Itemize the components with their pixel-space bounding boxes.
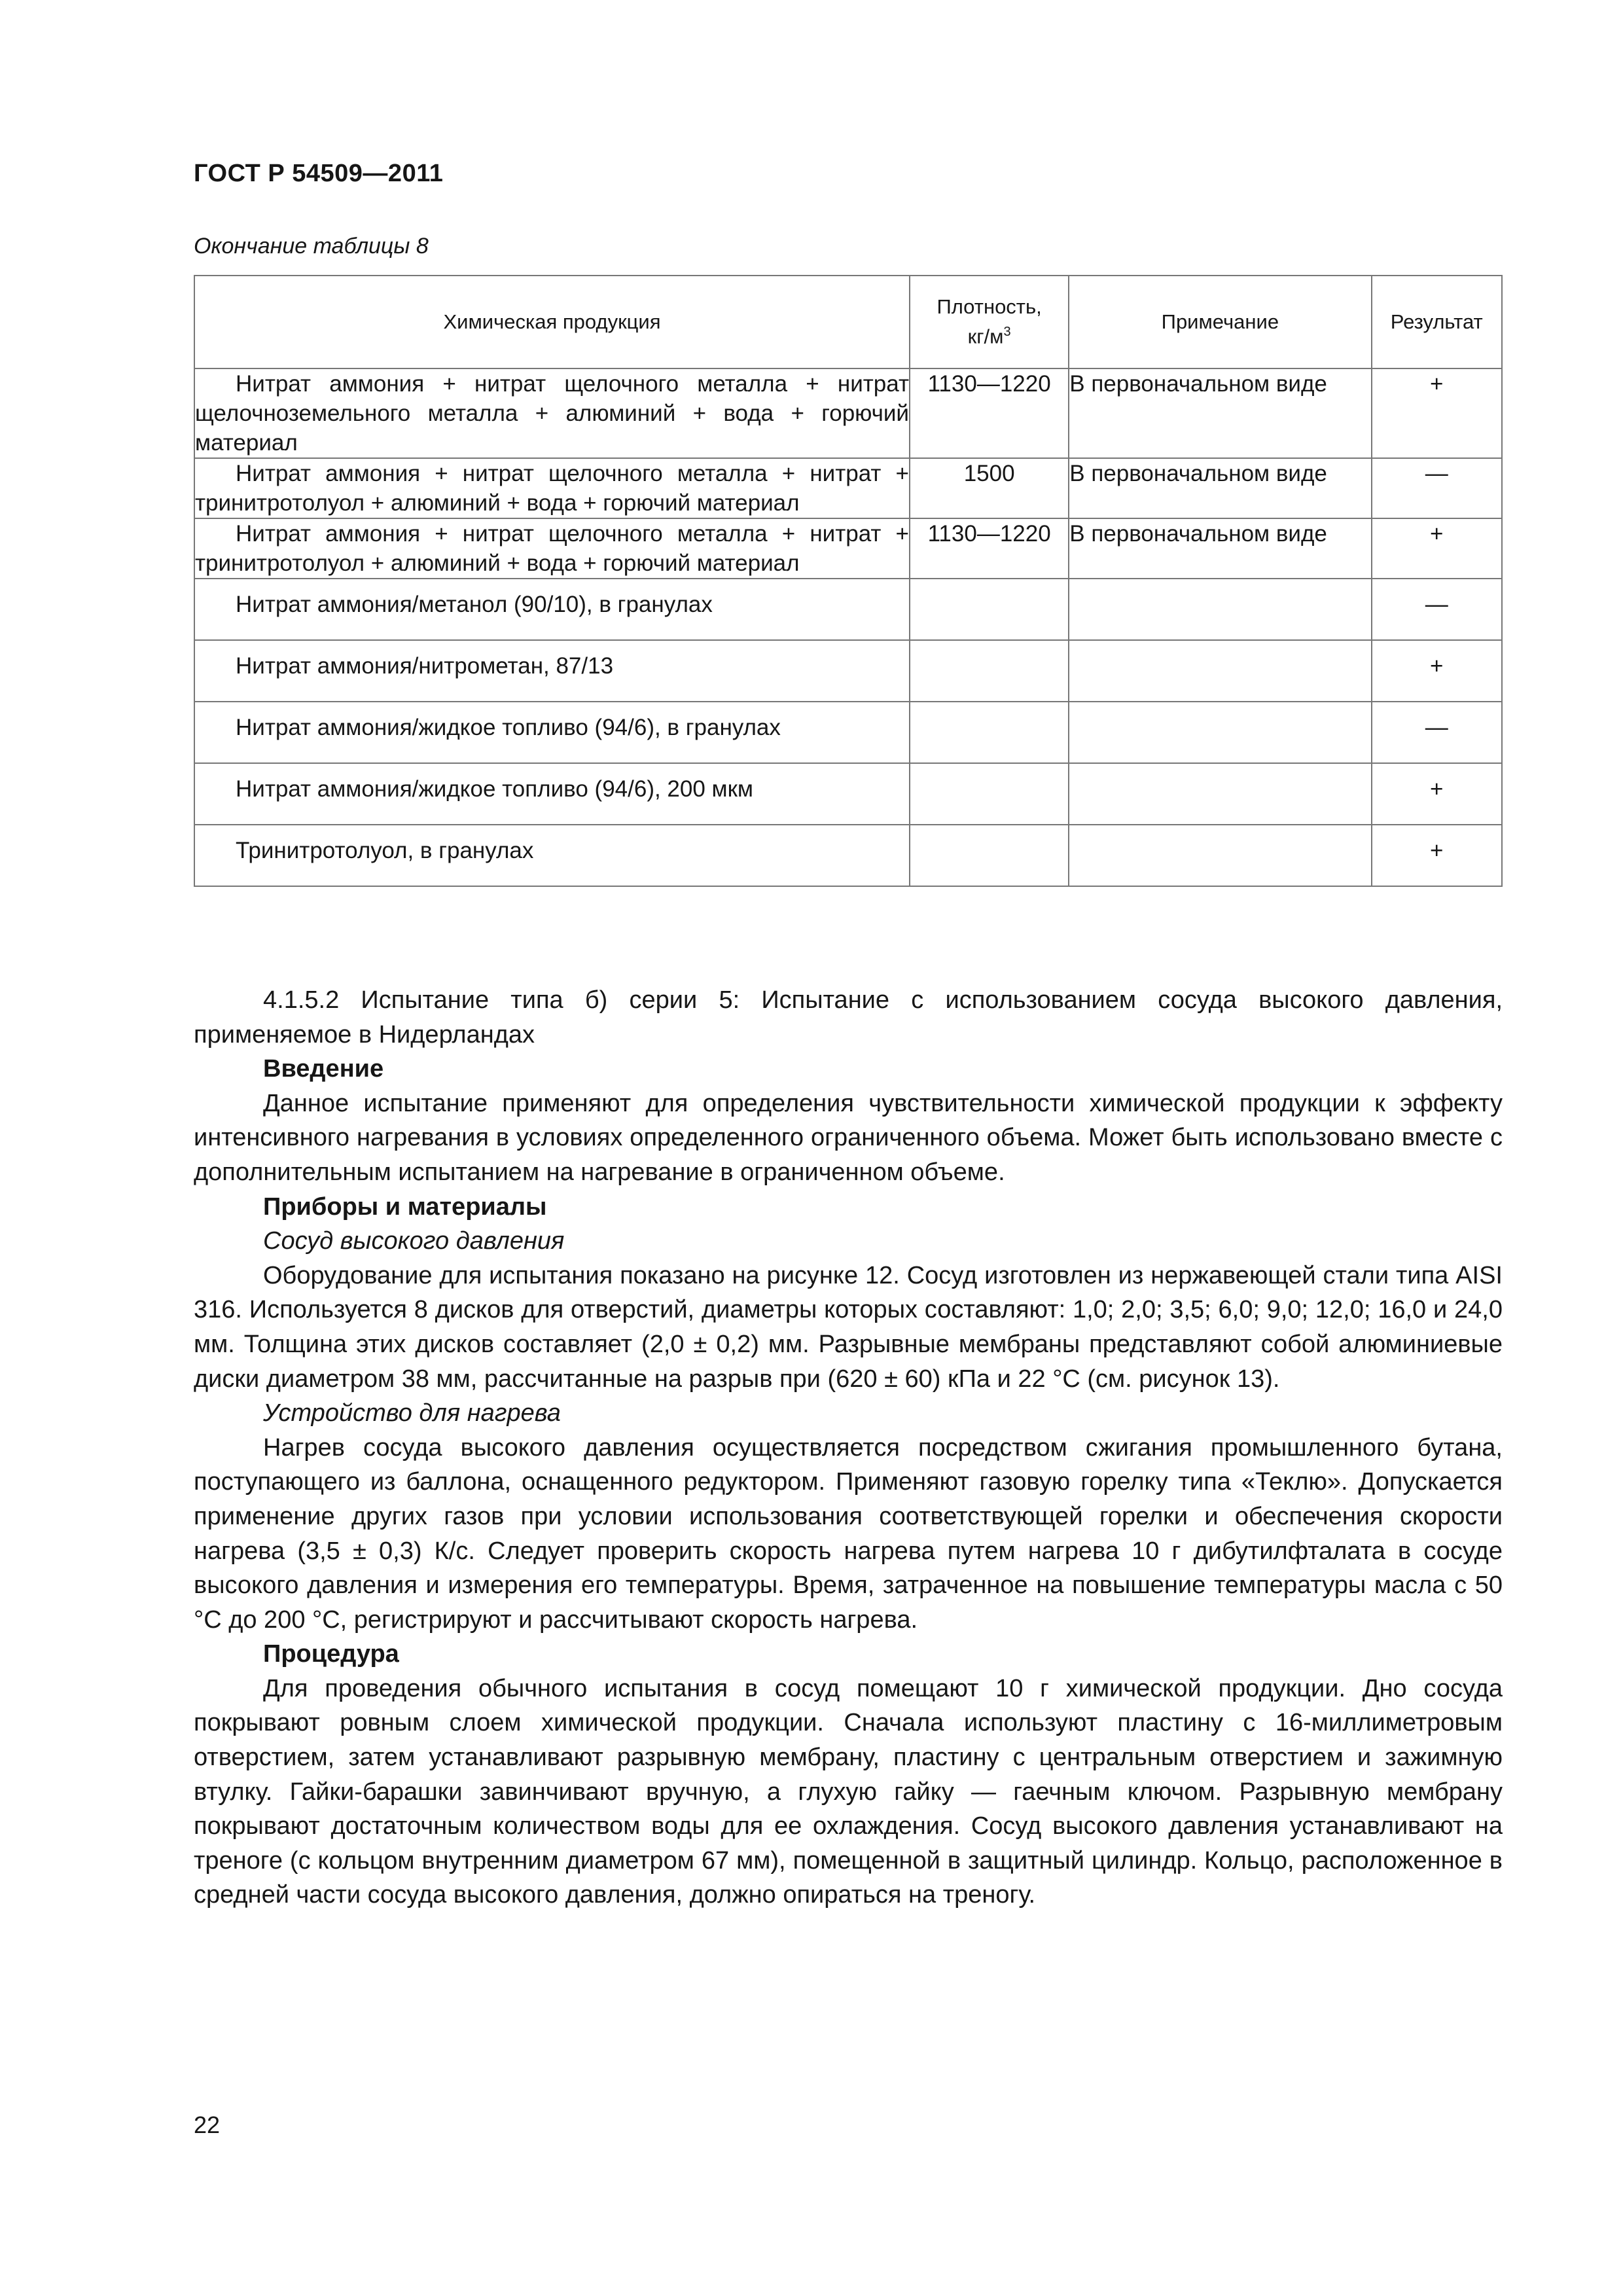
heading-equipment: Приборы и материалы [263, 1193, 547, 1221]
table-row [194, 518, 1502, 579]
column-header-note: Примечание [1069, 276, 1371, 368]
product-text: Нитрат аммония + нитрат щелочного металла + нитрат + тринитротолуол + алюминий + вода + горючий материал [195, 461, 909, 516]
result-cell: — [1372, 458, 1502, 518]
heading-introduction: Введение [263, 1055, 384, 1083]
density-cell [910, 825, 1069, 886]
table-row [194, 368, 1502, 458]
note-cell: В первоначальном виде [1069, 368, 1371, 458]
note-cell [1069, 702, 1371, 763]
section-title-paragraph: 4.1.5.2 Испытание типа б) серии 5: Испытание с использованием сосуда высокого давления, применяемое в Нидерландах [194, 986, 1503, 1049]
document-header: ГОСТ Р 54509—2011 [194, 160, 444, 187]
table-row [194, 458, 1502, 518]
product-cell [194, 640, 910, 702]
paragraph-introduction: Данное испытание применяют для определения чувствительности химической продукции к эффекту интенсивного нагревания в условиях определенного ограниченного объема. Может быть использовано вместе с дополнительным испытанием на нагревание в ограниченном объеме. [194, 1089, 1503, 1186]
paragraph-procedure: Для проведения обычного испытания в сосуд помещают 10 г химической продукции. Дно сосуда покрывают ровным слоем химической продукции. Сначала используют пластину с 16-миллиметровым отверстием, затем устанавливают разрывную мембрану, пластину с центральным отверстием и зажимную втулку. Гайки-барашки завинчивают вручную, а глухую гайку — гаечным ключом. Разрывную мембрану покрывают достаточным количеством воды для ее охлаждения. Сосуд высокого давления устанавливают на треноге (с кольцом внутренним диаметром 67 мм), помещенной в защитный цилиндр. Кольцо, расположенное в средней части сосуда высокого давления, должно опираться на треногу. [194, 1674, 1503, 1909]
note-cell [1069, 763, 1371, 825]
density-unit: кг/м [967, 325, 1004, 348]
product-cell [194, 825, 910, 886]
result-cell: — [1372, 579, 1502, 640]
product-text: Нитрат аммония/метанол (90/10), в гранулах [236, 592, 713, 617]
product-cell [194, 579, 910, 640]
product-cell [194, 763, 910, 825]
heading-procedure: Процедура [263, 1640, 399, 1668]
product-text: Нитрат аммония/жидкое топливо (94/6), 200 мкм [236, 776, 753, 802]
subheading-vessel: Сосуд высокого давления [263, 1227, 565, 1255]
result-cell: + [1372, 640, 1502, 702]
result-cell: + [1372, 825, 1502, 886]
density-cell [910, 579, 1069, 640]
table-row [194, 702, 1502, 763]
result-cell: — [1372, 702, 1502, 763]
product-cell [194, 518, 910, 579]
body-text [194, 983, 1503, 1912]
table-caption: Окончание таблицы 8 [194, 234, 429, 259]
density-label: Плотность, [936, 295, 1042, 319]
product-text: Нитрат аммония/жидкое топливо (94/6), в гранулах [236, 715, 781, 740]
density-cell: 1500 [910, 458, 1069, 518]
density-unit-exponent: 3 [1003, 325, 1011, 340]
paragraph-heater: Нагрев сосуда высокого давления осуществляется посредством сжигания промышленного бутана, поступающего из баллона, оснащенного редуктором. Применяют газовую горелку типа «Теклю». Допускается применение других газов при условии использования соответствующей горелки и обеспечения скорости нагрева (3,5 ± 0,3) К/с. Следует проверить скорость нагрева путем нагрева 10 г дибутилфталата в сосуде высокого давления и измерения его температуры. Время, затраченное на повышение температуры масла с 50 °С до 200 °С, регистрируют и рассчитывают скорость нагрева. [194, 1433, 1503, 1634]
note-cell [1069, 640, 1371, 702]
product-text: Нитрат аммония + нитрат щелочного металла + нитрат + тринитротолуол + алюминий + вода + горючий материал [195, 521, 909, 576]
table-row [194, 579, 1502, 640]
product-cell [194, 702, 910, 763]
density-cell [910, 763, 1069, 825]
note-cell [1069, 579, 1371, 640]
product-text: Нитрат аммония/нитрометан, 87/13 [236, 653, 614, 679]
result-cell: + [1372, 763, 1502, 825]
note-cell [1069, 825, 1371, 886]
table-row [194, 763, 1502, 825]
table-row [194, 825, 1502, 886]
result-cell: + [1372, 518, 1502, 579]
note-cell: В первоначальном виде [1069, 518, 1371, 579]
product-text: Тринитротолуол, в гранулах [236, 838, 534, 863]
note-cell: В первоначальном виде [1069, 458, 1371, 518]
density-cell [910, 702, 1069, 763]
column-header-product: Химическая продукция [194, 276, 910, 368]
product-cell [194, 368, 910, 458]
subheading-heater: Устройство для нагрева [263, 1399, 561, 1427]
results-table [194, 275, 1503, 887]
table-row [194, 640, 1502, 702]
product-cell [194, 458, 910, 518]
page-number: 22 [194, 2111, 221, 2138]
result-cell: + [1372, 368, 1502, 458]
paragraph-vessel: Оборудование для испытания показано на рисунке 12. Сосуд изготовлен из нержавеющей стали типа AISI 316. Используется 8 дисков для отверстий, диаметры которых составляют: 1,0; 2,0; 3,5; 6,0; 9,0; 12,0; 16,0 и 24,0 мм. Толщина этих дисков составляет (2,0 ± 0,2) мм. Разрывные мембраны представляют собой алюминиевые диски диаметром 38 мм, рассчитанные на разрыв при (620 ± 60) кПа и 22 °С (см. рисунок 13). [194, 1261, 1503, 1393]
density-cell [910, 640, 1069, 702]
table-header-row [194, 276, 1502, 368]
density-cell: 1130—1220 [910, 518, 1069, 579]
density-cell: 1130—1220 [910, 368, 1069, 458]
column-header-density [910, 276, 1069, 368]
product-text: Нитрат аммония + нитрат щелочного металла + нитрат щелочноземельного металла + алюминий + вода + горючий материал [195, 371, 909, 456]
column-header-result: Результат [1372, 276, 1502, 368]
